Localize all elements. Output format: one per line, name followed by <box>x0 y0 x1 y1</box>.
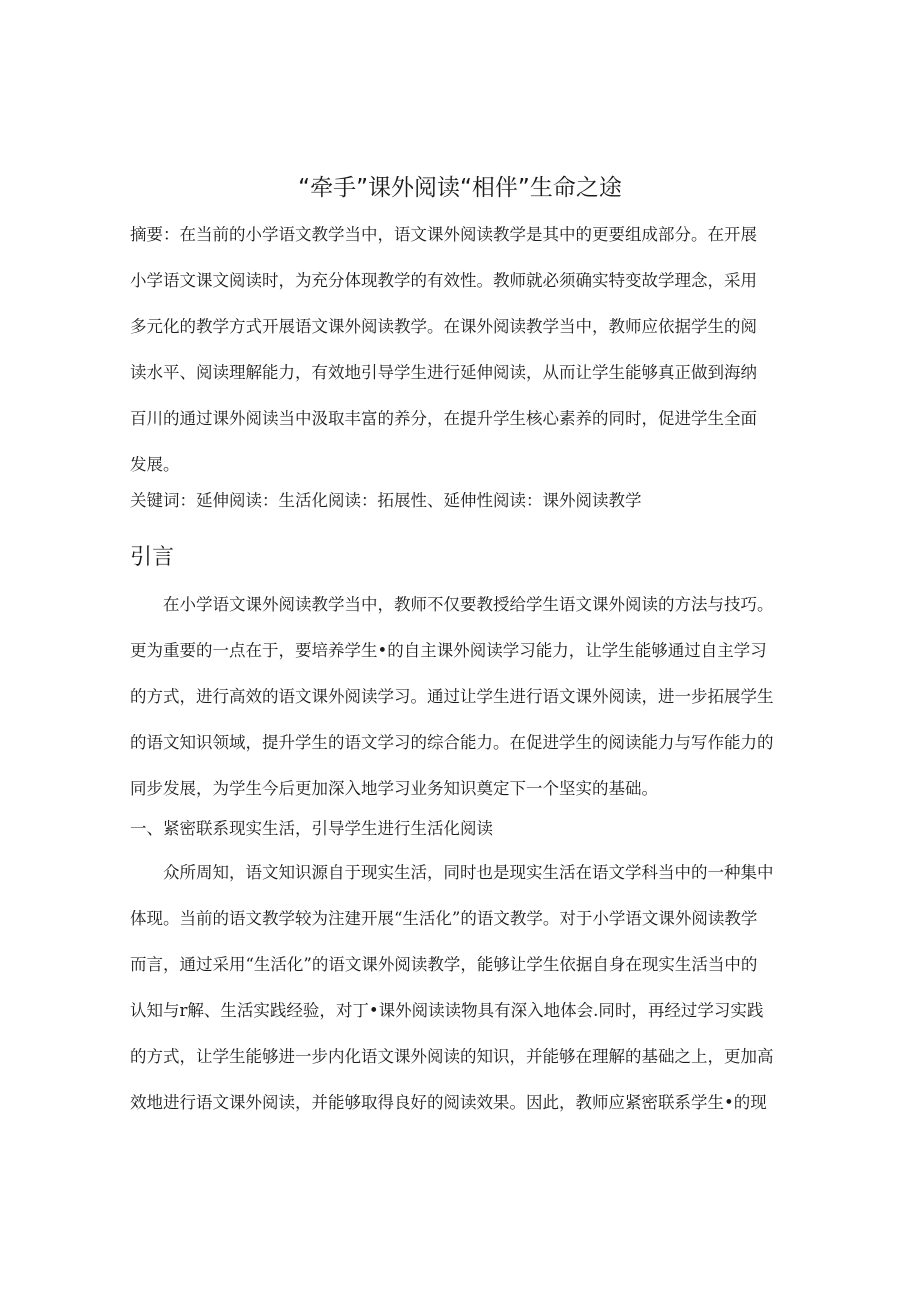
section1-line: 众所周知，语文知识源自于现实生活，同时也是现实生活在语文学科当中的一种集中 <box>163 863 774 882</box>
intro-paragraph <box>130 582 790 812</box>
section1-paragraph <box>130 850 790 1126</box>
section1-line: 的方式，让学生能够进一步内化语文课外阅读的知识，并能够在理解的基础之上，更加高 <box>130 1047 774 1066</box>
abstract-line: 读水平、阅读理解能力，有效地引导学生进行延伸阅读，从而让学生能够真正做到海纳 <box>130 363 757 382</box>
keywords-line: 关键词：延伸阅读：生活化阅读：拓展性、延伸性阅读：课外阅读教学 <box>130 491 642 510</box>
section1-line: 而言，通过采用“生活化”的语文课外阅读教学，能够让学生依据自身在现实生活当中的 <box>130 955 758 974</box>
section1-line: 认知与r解、生活实践经验，对丁•课外阅读读物具有深入地体会.同时，再经过学习实践 <box>130 1001 764 1020</box>
abstract-line: 小学语文课文阅读时，为充分体现教学的有效性。教师就必须确实特变故学理念，采用 <box>130 271 757 290</box>
intro-line: 的方式，进行高效的语文课外阅读学习。通过让学生进行语文课外阅读，进一步拓展学生 <box>130 687 774 706</box>
abstract-paragraph <box>130 212 790 488</box>
intro-line: 更为重要的一点在于，要培养学生•的自主课外阅读学习能力，让学生能够通过自主学习 <box>130 641 767 660</box>
abstract-line: 百川的通过课外阅读当中汲取丰富的养分，在提升学生核心素养的同时，促进学生全面 <box>130 409 757 428</box>
section1-heading: 一、紧密联系现实生活，引导学生进行生活化阅读 <box>130 819 493 838</box>
section1-line: 体现。当前的语文教学较为注建开展“生活化”的语文教学。对于小学语文课外阅读教学 <box>130 909 758 928</box>
abstract-line: 多元化的教学方式开展语文课外阅读教学。在课外阅读教学当中，教师应依据学生的阅 <box>130 317 757 336</box>
intro-line: 在小学语文课外阅读教学当中，教师不仅要教授给学生语文课外阅读的方法与技巧。 <box>163 595 774 614</box>
intro-line: 同步发展，为学生今后更加深入地学习业务知识奠定下一个坚实的基础。 <box>130 779 658 798</box>
abstract-line: 摘要：在当前的小学语文教学当中，语文课外阅读教学是其中的更要组成部分。在开展 <box>130 225 757 244</box>
document-title: “牵手”课外阅读“相伴”生命之途 <box>298 175 622 201</box>
abstract-line: 发展。 <box>130 455 180 474</box>
section1-line: 效地进行语文课外阅读，并能够取得良好的阅读效果。因此，教师应紧密联系学生•的现 <box>130 1093 767 1112</box>
intro-heading: 引言 <box>130 545 175 570</box>
intro-line: 的语文知识领域，提升学生的语文学习的综合能力。在促进学生的阅读能力与写作能力的 <box>130 733 774 752</box>
